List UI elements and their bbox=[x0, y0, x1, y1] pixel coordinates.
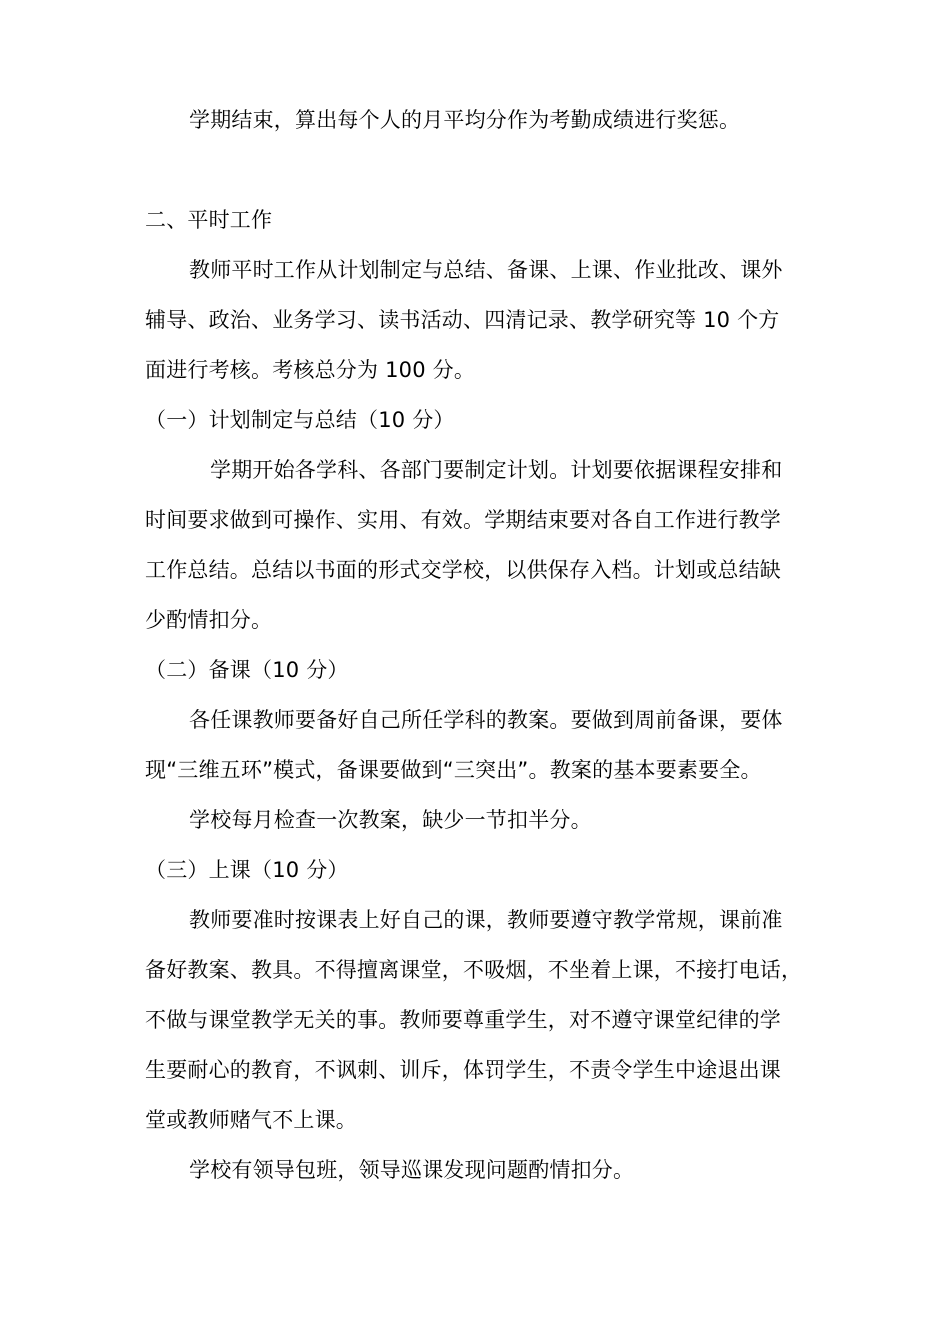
paragraph-line: 各任课教师要备好自己所任学科的教案。要做到周前备课，要体 bbox=[189, 708, 783, 732]
paragraph-line: 工作总结。总结以书面的形式交学校，以供保存入档。计划或总结缺 bbox=[145, 558, 781, 582]
paragraph-line: 堂或教师赌气不上课。 bbox=[145, 1108, 357, 1132]
paragraph-line: 辅导、政治、业务学习、读书活动、四清记录、教学研究等 10 个方 bbox=[145, 308, 780, 332]
paragraph-line: 不做与课堂教学无关的事。教师要尊重学生，对不遵守课堂纪律的学 bbox=[145, 1008, 781, 1032]
paragraph-line: 现“三维五环”模式，备课要做到“三突出”。教案的基本要素要全。 bbox=[145, 758, 762, 782]
paragraph-line: 生要耐心的教育，不讽刺、训斥，体罚学生，不责令学生中途退出课 bbox=[145, 1058, 781, 1082]
paragraph-line: 备好教案、教具。不得擅离课堂，不吸烟，不坐着上课，不接打电话， bbox=[145, 958, 803, 982]
subsection-heading: （二）备课（10 分） bbox=[145, 658, 349, 682]
paragraph-line: 教师要准时按课表上好自己的课，教师要遵守教学常规，课前准 bbox=[189, 908, 783, 932]
paragraph-line: 面进行考核。考核总分为 100 分。 bbox=[145, 358, 476, 382]
paragraph-line: 教师平时工作从计划制定与总结、备课、上课、作业批改、课外 bbox=[189, 258, 783, 282]
paragraph-line: 学期结束，算出每个人的月平均分作为考勤成绩进行奖惩。 bbox=[189, 108, 741, 132]
paragraph-line: 学期开始各学科、各部门要制定计划。计划要依据课程安排和 bbox=[210, 458, 783, 482]
paragraph-line: 学校每月检查一次教案，缺少一节扣半分。 bbox=[189, 808, 592, 832]
subsection-heading: （一）计划制定与总结（10 分） bbox=[145, 408, 455, 432]
paragraph-line: 学校有领导包班，领导巡课发现问题酌情扣分。 bbox=[189, 1158, 635, 1182]
subsection-heading: （三）上课（10 分） bbox=[145, 858, 349, 882]
paragraph-line: 少酌情扣分。 bbox=[145, 608, 273, 632]
paragraph-line: 时间要求做到可操作、实用、有效。学期结束要对各自工作进行教学 bbox=[145, 508, 781, 532]
section-heading: 二、平时工作 bbox=[145, 208, 273, 232]
